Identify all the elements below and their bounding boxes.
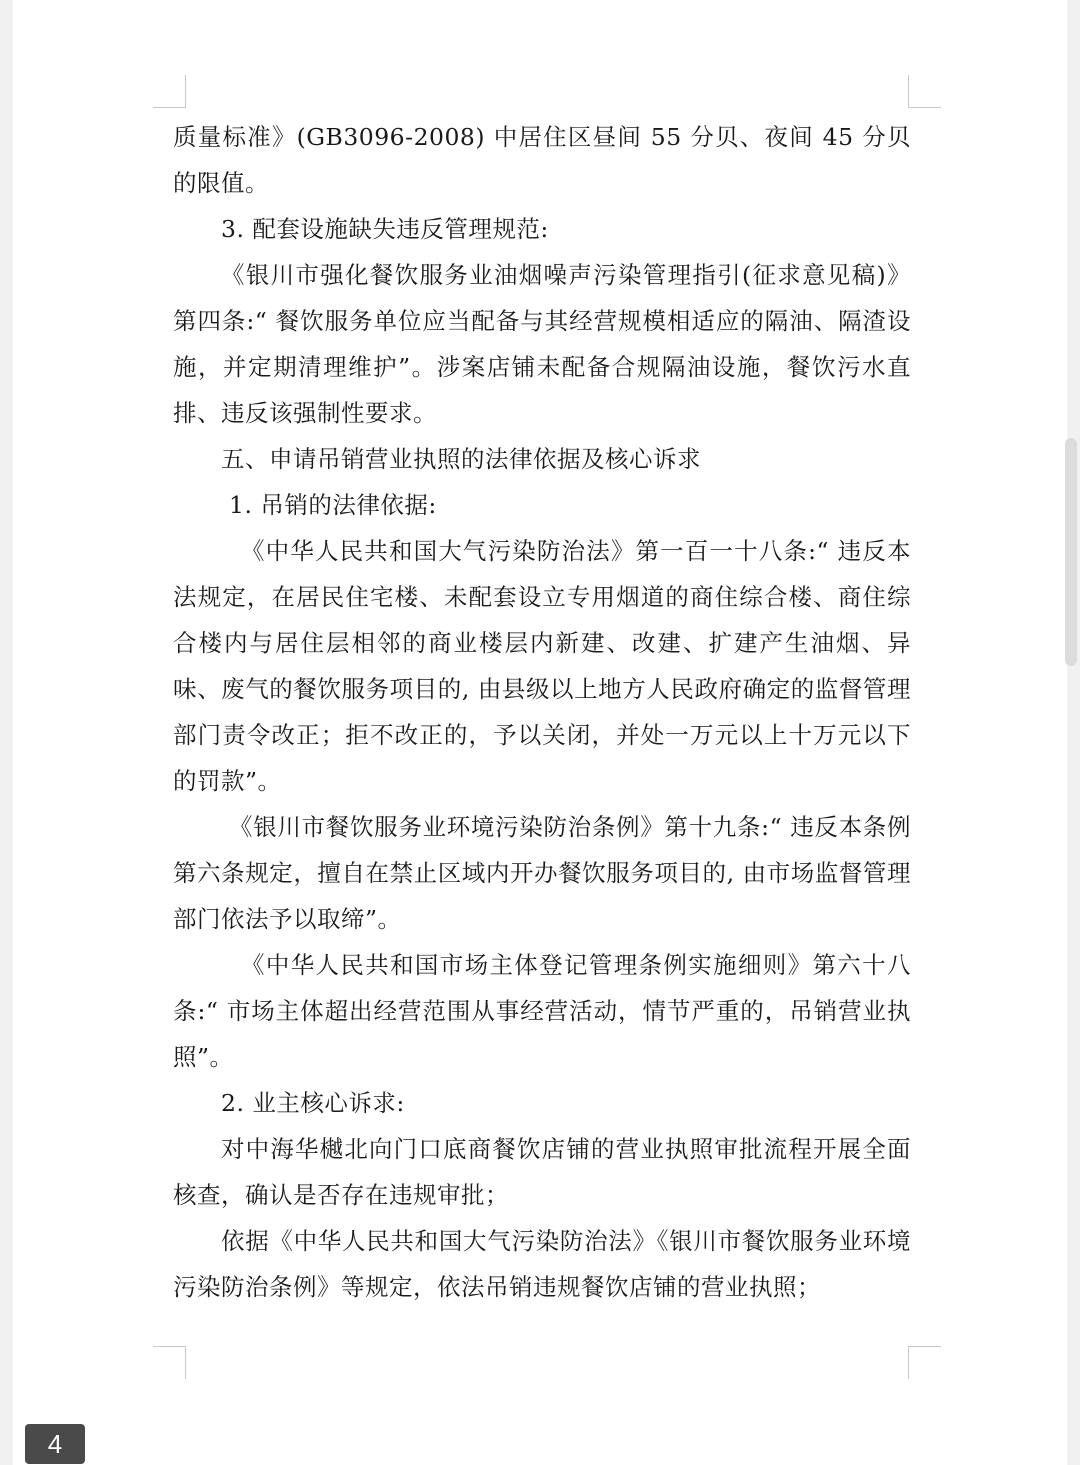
scrollbar-thumb[interactable] xyxy=(1065,438,1077,666)
crop-mark-top-right xyxy=(908,75,941,108)
paragraph-guideline-article4: 《银川市强化餐饮服务业油烟噪声污染管理指引(征求意见稿)》第四条:“ 餐饮服务单位应当配备与其经营规模相适应的隔油、隔渣设施，并定期清理维护”。涉案店铺未配备合规隔油设施，餐饮污水直排、违反该强制性要求。 xyxy=(173,261,911,427)
paragraph-demand-revoke: 依据《中华人民共和国大气污染防治法》《银川市餐饮服务业环境污染防治条例》等规定，依法吊销违规餐饮店铺的营业执照； xyxy=(173,1227,911,1301)
paragraph-heading-facilities: 3. 配套设施缺失违反管理规范: xyxy=(221,215,549,243)
crop-mark-bottom-left xyxy=(153,1346,186,1379)
page-number-badge: 4 xyxy=(25,1424,85,1464)
page-content xyxy=(173,114,911,1310)
crop-mark-top-left xyxy=(153,75,186,108)
paragraph-heading-demands: 2. 业主核心诉求: xyxy=(221,1089,405,1117)
paragraph-air-pollution-law: 《中华人民共和国大气污染防治法》第一百一十八条:“ 违反本法规定，在居民住宅楼、未配套设立专用烟道的商住综合楼、商住综合楼内与居住层相邻的商业楼层内新建、改建、扩建产生油烟、异味、废气的餐饮服务项目的, 由县级以上地方人民政府确定的监督管理部门责令改正；拒不改正的，予以关闭，并处一万元以上十万元以下的罚款”。 xyxy=(173,537,911,795)
section-heading-revocation: 五、申请吊销营业执照的法律依据及核心诉求 xyxy=(221,445,701,473)
document-page xyxy=(13,0,1067,1465)
paragraph-market-entity-rules: 《中华人民共和国市场主体登记管理条例实施细则》第六十八条:“ 市场主体超出经营范围从事经营活动，情节严重的，吊销营业执照”。 xyxy=(173,951,911,1071)
paragraph-noise-standard: 质量标准》(GB3096-2008) 中居住区昼间 55 分贝、夜间 45 分贝的限值。 xyxy=(173,123,911,197)
paragraph-heading-legal-basis: 1. 吊销的法律依据: xyxy=(229,491,437,519)
paragraph-yinchuan-regulation: 《银川市餐饮服务业环境污染防治条例》第十九条:“ 违反本条例第六条规定，擅自在禁止区域内开办餐饮服务项目的, 由市场监督管理部门依法予以取缔”。 xyxy=(173,813,911,933)
crop-mark-bottom-right xyxy=(908,1346,941,1379)
scrollbar-track[interactable] xyxy=(1063,0,1077,1465)
paragraph-demand-review: 对中海华樾北向门口底商餐饮店铺的营业执照审批流程开展全面核查，确认是否存在违规审批； xyxy=(173,1135,911,1209)
